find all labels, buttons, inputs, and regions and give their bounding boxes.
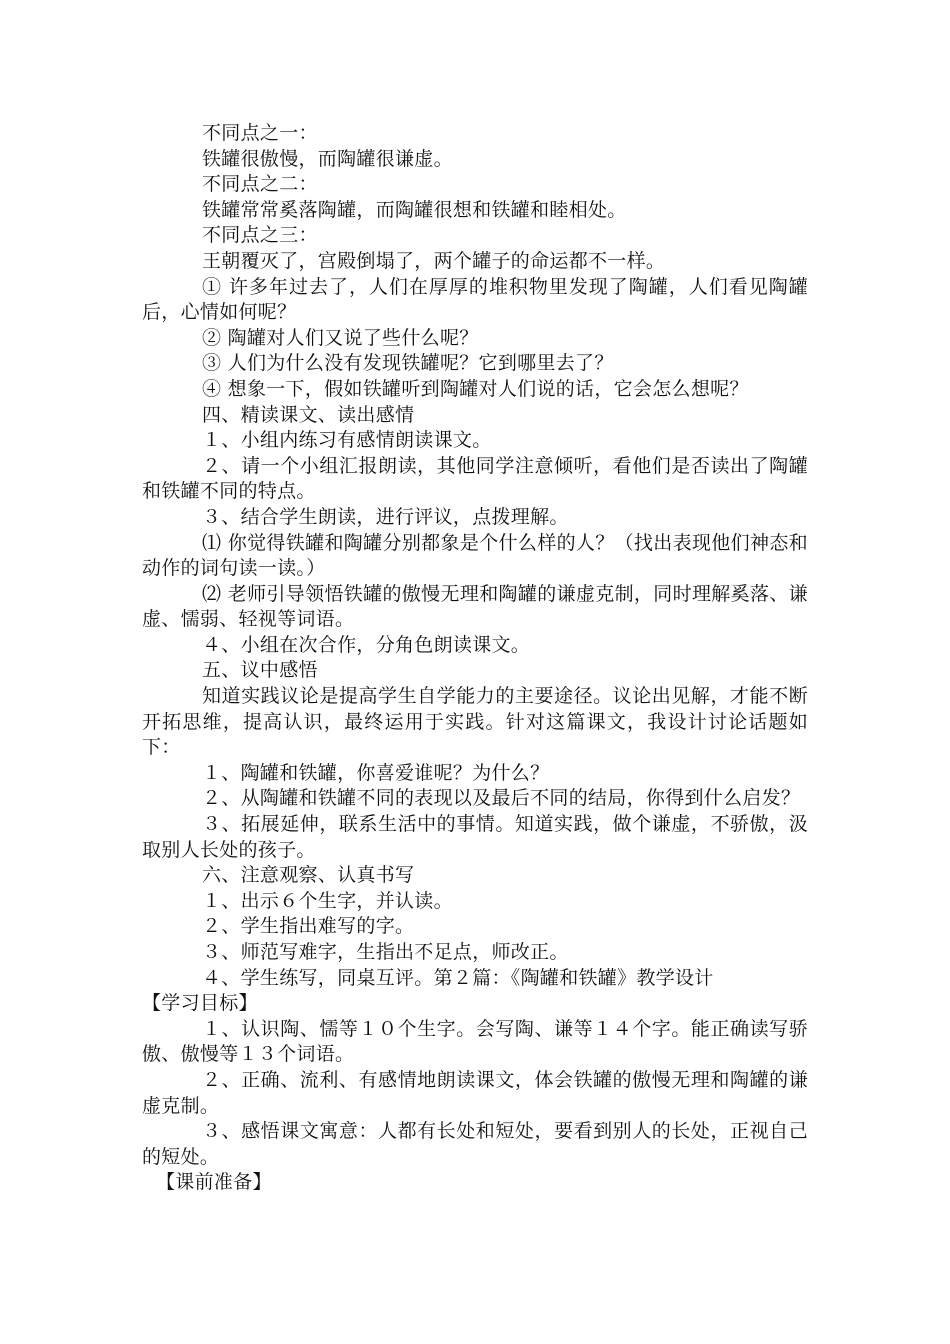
- paragraph: １、出示６个生字，并认读。: [202, 889, 453, 912]
- paragraph: ⑴ 你觉得铁罐和陶罐分别都象是个什么样的人？（找出表现他们神态和动作的词句读一读。）: [142, 531, 808, 580]
- paragraph: ４、小组在次合作，分角色朗读课文。: [202, 633, 531, 656]
- paragraph: ① 许多年过去了，人们在厚厚的堆积物里发现了陶罐，人们看见陶罐后，心情如何呢？: [142, 275, 808, 324]
- paragraph: 四、精读课文、读出感情: [202, 403, 415, 426]
- paragraph: ３、拓展延伸，联系生活中的事情。知道实践，做个谦虚，不骄傲，汲取别人长处的孩子。: [142, 813, 808, 861]
- paragraph: 五、议中感悟: [202, 659, 318, 682]
- paragraph: 【课前准备】: [156, 1171, 272, 1194]
- paragraph: ⑵ 老师引导领悟铁罐的傲慢无理和陶罐的谦虚克制，同时理解奚落、谦虚、懦弱、轻视等词语。: [142, 582, 808, 631]
- paragraph: 不同点之一：: [202, 122, 318, 144]
- paragraph: 不同点之二：: [202, 173, 318, 196]
- paragraph: 铁罐很傲慢，而陶罐很谦虚。: [202, 147, 453, 170]
- paragraph: 知道实践议论是提高学生自学能力的主要途径。议论出见解，才能不断开拓思维，提高认识，最终运用于实践。针对这篇课文，我设计讨论话题如下：: [142, 685, 808, 759]
- paragraph: 六、注意观察、认真书写: [202, 864, 415, 887]
- paragraph: ④ 想象一下，假如铁罐听到陶罐对人们说的话，它会怎么想呢？: [202, 377, 749, 400]
- paragraph: 不同点之三：: [202, 224, 318, 247]
- paragraph: ３、结合学生朗读，进行评议，点拨理解。: [202, 505, 569, 528]
- paragraph: ２、从陶罐和铁罐不同的表现以及最后不同的结局，你得到什么启发？: [202, 787, 801, 810]
- document-page: [142, 121, 808, 1196]
- paragraph: 【学习目标】: [142, 992, 258, 1015]
- paragraph: １、陶罐和铁罐，你喜爱谁呢？为什么？: [202, 761, 550, 784]
- paragraph: ３、感悟课文寓意：人都有长处和短处，要看到别人的长处，正视自己的短处。: [142, 1120, 808, 1168]
- paragraph: １、小组内练习有感情朗读课文。: [202, 429, 492, 452]
- paragraph: ２、请一个小组汇报朗读，其他同学注意倾听，看他们是否读出了陶罐和铁罐不同的特点。: [142, 454, 808, 503]
- paragraph: ２、学生指出难写的字。: [202, 915, 415, 938]
- paragraph: ２、正确、流利、有感情地朗读课文，体会铁罐的傲慢无理和陶罐的谦虚克制。: [142, 1068, 808, 1117]
- paragraph: ４、学生练写，同桌互评。第２篇：《陶罐和铁罐》教学设计: [202, 966, 714, 989]
- paragraph: ３、师范写难字，生指出不足点，师改正。: [202, 941, 569, 963]
- paragraph: 铁罐常常奚落陶罐，而陶罐很想和铁罐和睦相处。: [202, 198, 627, 221]
- paragraph: ③ 人们为什么没有发现铁罐呢？它到哪里去了？: [202, 352, 614, 375]
- paragraph: １、认识陶、懦等１０个生字。会写陶、谦等１４个字。能正确读写骄傲、傲慢等１３个词语。: [142, 1017, 808, 1066]
- paragraph: ② 陶罐对人们又说了些什么呢？: [202, 326, 479, 349]
- paragraph: 王朝覆灭了，宫殿倒塌了，两个罐子的命运都不一样。: [202, 249, 666, 272]
